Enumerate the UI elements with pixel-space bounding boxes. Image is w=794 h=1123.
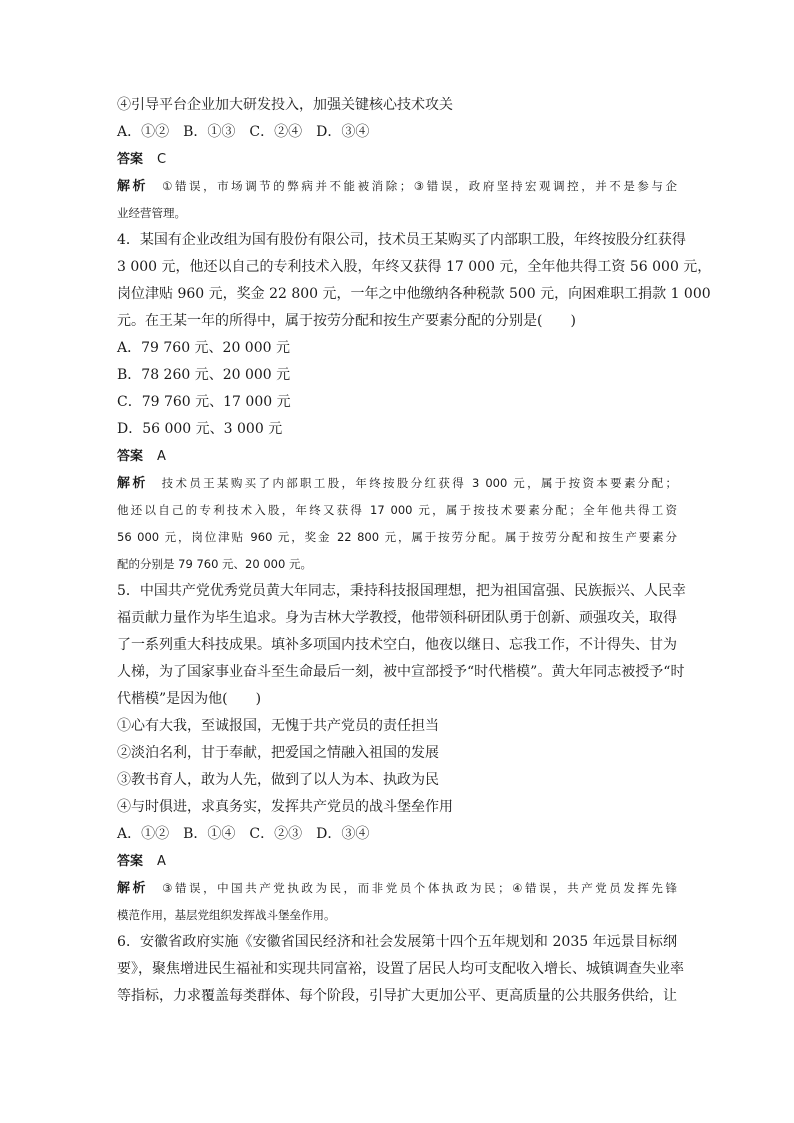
analysis-label: 解析	[117, 476, 148, 491]
q4-option-b: B．78 260 元、20 000 元	[117, 367, 291, 383]
q4-stem-line-3: 岗位津贴 960 元，奖金 22 800 元，一年之中他缴纳各种税款 500 元，向困难职工捐款 1 000	[117, 286, 711, 302]
q3-choices: A．①② B．①③ C．②④ D．③④	[117, 124, 370, 140]
q4-option-a: A．79 760 元、20 000 元	[117, 340, 290, 356]
q4-analysis-line-4: 配的分别是 79 760 元、20 000 元。	[117, 557, 312, 571]
answer-label: 答案	[117, 449, 144, 464]
q4-analysis-line-2: 他还以自己的专利技术入股，年终又获得 17 000 元，属于按技术要素分配；全年他共得工资	[117, 503, 677, 517]
q5-stem-line-3: 了一系列重大科技成果。填补多项国内技术空白，他夜以继日、忘我工作，不计得失、甘为	[117, 637, 677, 653]
q5-stem-line-1: 5．中国共产党优秀党员黄大年同志，秉持科技报国理想，把为祖国富强、民族振兴、人民幸	[117, 583, 686, 599]
q3-analysis-text-1: ①错误，市场调节的弊病并不能被消除；③错误，政府坚持宏观调控，并不是参与企	[162, 179, 677, 193]
q5-stem-line-4: 人梯，为了国家事业奋斗至生命最后一刻，被中宣部授予“时代楷模”。黄大年同志被授予“时	[117, 664, 685, 680]
q5-analysis-text-1: ③错误，中国共产党执政为民，而非党员个体执政为民；④错误，共产党员发挥先锋	[162, 881, 677, 895]
q4-analysis-line-3: 56 000 元，岗位津贴 960 元，奖金 22 800 元，属于按劳分配。属于按劳分配和按生产要素分	[117, 530, 677, 544]
q3-answer-row	[117, 146, 677, 173]
q5-analysis-line-2: 模范作用，基层党组织发挥战斗堡垒作用。	[117, 908, 336, 922]
q4-option-c: C．79 760 元、17 000 元	[117, 394, 291, 410]
analysis-label: 解析	[117, 881, 149, 896]
answer-label: 答案	[117, 854, 144, 869]
answer-label: 答案	[117, 152, 144, 167]
q5-option-3: ③教书育人，敢为人先，做到了以人为本、执政为民	[117, 772, 439, 788]
page-content	[117, 92, 712, 1010]
q5-option-4: ④与时俱进，求真务实，发挥共产党员的战斗堡垒作用	[117, 799, 453, 815]
q5-choices: A．①② B．①④ C．②③ D．③④	[117, 826, 370, 842]
q4-analysis-text-1: 技术员王某购买了内部职工股，年终按股分红获得 3 000 元，属于按资本要素分配；	[161, 476, 677, 490]
q4-option-d: D．56 000 元、3 000 元	[117, 421, 283, 437]
q4-analysis-line-1	[117, 470, 677, 497]
q5-option-2: ②淡泊名利，甘于奉献，把爱国之情融入祖国的发展	[117, 745, 439, 761]
q4-answer-value: A	[157, 449, 166, 464]
q3-answer-value: C	[157, 152, 167, 167]
q3-analysis-line-2: 业经营管理。	[117, 206, 186, 220]
q5-answer-row	[117, 848, 677, 875]
q4-stem-line-4: 元。在王某一年的所得中，属于按劳分配和按生产要素分配的分别是( )	[117, 313, 576, 329]
q5-option-1: ①心有大我，至诚报国，无愧于共产党员的责任担当	[117, 718, 439, 734]
q5-stem-line-2: 福贡献力量作为毕生追求。身为吉林大学教授，他带领科研团队勇于创新、顽强攻关，取得	[117, 610, 677, 626]
q4-stem-line-1: 4．某国有企业改组为国有股份有限公司，技术员王某购买了内部职工股，年终按股分红获得	[117, 232, 686, 248]
q4-stem-line-2: 3 000 元，他还以自己的专利技术入股，年终又获得 17 000 元，全年他共得工资 56 000 元，	[117, 259, 712, 275]
analysis-label: 解析	[117, 179, 149, 194]
q3-option-4: ④引导平台企业加大研发投入，加强关键核心技术攻关	[117, 97, 453, 113]
q5-stem-line-5: 代楷模”是因为他( )	[117, 691, 262, 707]
q5-answer-value: A	[157, 854, 166, 869]
q6-stem-line-3: 等指标，力求覆盖每类群体、每个阶段，引导扩大更加公平、更高质量的公共服务供给，让	[117, 988, 677, 1004]
q5-analysis-line-1	[117, 875, 677, 902]
q6-stem-line-1: 6．安徽省政府实施《安徽省国民经济和社会发展第十四个五年规划和 2035 年远景目标纲	[117, 934, 677, 950]
q6-stem-line-2: 要》，聚焦增进民生福祉和实现共同富裕，设置了居民人均可支配收入增长、城镇调查失业率	[117, 961, 684, 977]
q4-answer-row	[117, 443, 677, 470]
q3-analysis-line-1	[117, 173, 677, 200]
